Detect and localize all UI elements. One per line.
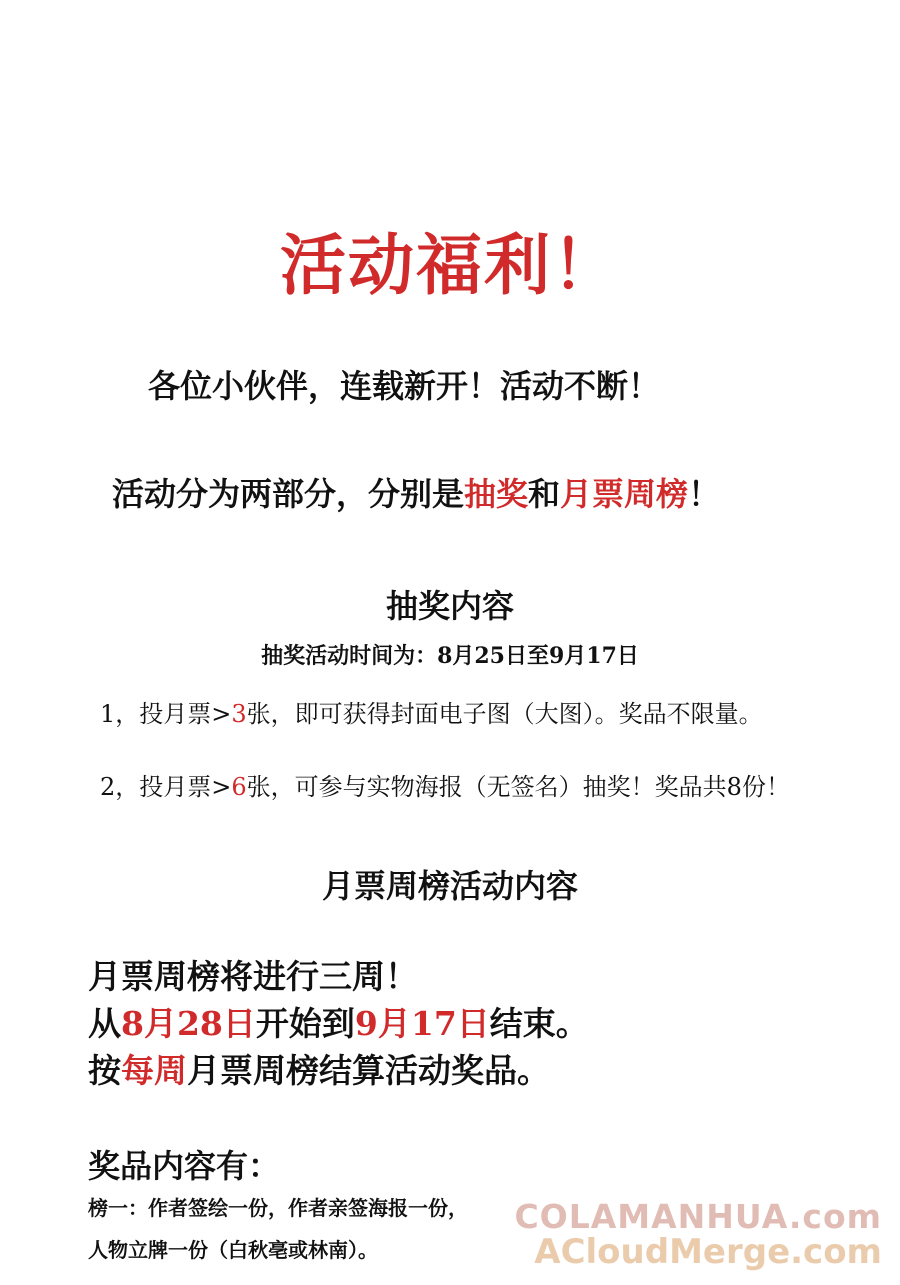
weekly-line-3-prefix: 按 [88, 1051, 121, 1090]
lottery-heading: 抽奖内容 [385, 587, 514, 625]
watermark-line-2: ACloudMerge.com [534, 1231, 882, 1272]
weekly-line-3-suffix: 月票周榜结算活动奖品。 [187, 1051, 550, 1090]
weekly-end-date: 9月17日 [354, 1004, 490, 1043]
weekly-ranking-highlight: 月票周榜 [560, 475, 689, 513]
watermark-line-1: COLAMANHUA.com [514, 1197, 882, 1236]
weekly-line-2 [88, 1004, 589, 1043]
rule-2-suffix: 张，可参与实物海报（无签名）抽奖！奖品共8份！ [246, 773, 790, 801]
rule-1-prefix: 1，投月票> [100, 700, 232, 728]
weekly-period-highlight: 每周 [121, 1051, 187, 1090]
rule-2-threshold: 6 [231, 773, 247, 801]
lottery-rule-1 [100, 702, 763, 726]
rule-1-threshold: 3 [231, 700, 247, 728]
weekly-line-1: 月票周榜将进行三周！ [88, 957, 418, 996]
weekly-line-3 [88, 1051, 550, 1090]
prize-line-1: 榜一：作者签绘一份，作者亲签海报一份， [88, 1196, 468, 1220]
lottery-time: 抽奖活动时间为：8月25日至9月17日 [261, 643, 639, 669]
prize-line-2: 人物立牌一份（白秋亳或林南）。 [88, 1238, 378, 1262]
weekly-start-date: 8月28日 [121, 1004, 256, 1043]
weekly-line-2-suffix: 结束。 [489, 1004, 589, 1043]
lottery-highlight: 抽奖 [464, 475, 529, 513]
intro-line-2-suffix: ！ [688, 475, 721, 513]
weekly-ranking-heading: 月票周榜活动内容 [321, 867, 578, 905]
rule-2-prefix: 2，投月票> [100, 773, 232, 801]
lottery-rule-2 [100, 775, 790, 799]
weekly-line-2-mid: 开始到 [255, 1004, 355, 1043]
intro-line-2 [112, 475, 721, 513]
prizes-heading: 奖品内容有： [88, 1147, 281, 1185]
rule-1-suffix: 张，即可获得封面电子图（大图）。奖品不限量。 [246, 700, 763, 728]
weekly-line-2-prefix: 从 [88, 1004, 121, 1043]
intro-line-2-mid: 和 [528, 475, 561, 513]
watermark [514, 1197, 882, 1272]
intro-line-1: 各位小伙伴，连载新开！活动不断！ [148, 367, 661, 405]
page-title: 活动福利！ [280, 226, 620, 304]
intro-line-2-prefix: 活动分为两部分，分别是 [112, 475, 465, 513]
